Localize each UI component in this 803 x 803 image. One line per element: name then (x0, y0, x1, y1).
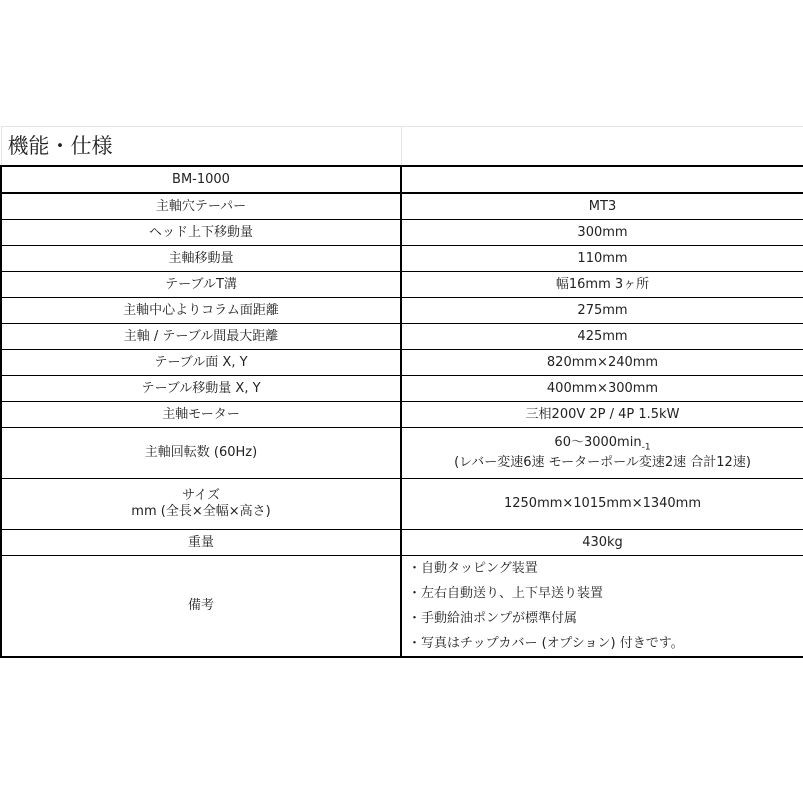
remarks-list (402, 556, 803, 656)
spec-label: テーブル移動量 X, Y (1, 376, 401, 402)
spec-row (1, 246, 803, 272)
spec-row-speed (1, 428, 803, 479)
spec-label: 主軸移動量 (1, 246, 401, 272)
spec-title: 機能・仕様 (1, 127, 401, 167)
remarks-item: ・左右自動送り、上下早送り装置 (408, 586, 604, 601)
spec-row (1, 350, 803, 376)
spec-table (0, 126, 803, 658)
spec-row (1, 272, 803, 298)
spec-label: 主軸中心よりコラム面距離 (1, 298, 401, 324)
size-label-line2: mm (全長×全幅×高さ) (131, 504, 271, 519)
spec-label: 備考 (1, 556, 401, 658)
spec-title-blank (401, 127, 803, 167)
spec-label: 主軸モーター (1, 402, 401, 428)
spec-value: 110mm (401, 246, 803, 272)
spec-label: 重量 (1, 530, 401, 556)
spec-label: 主軸穴テーパー (1, 193, 401, 220)
spec-label: 主軸回転数 (60Hz) (1, 428, 401, 479)
spec-value: 300mm (401, 220, 803, 246)
spec-row-size (1, 479, 803, 530)
spec-row-weight (1, 530, 803, 556)
spec-value: 400mm×300mm (401, 376, 803, 402)
spec-label (1, 479, 401, 530)
spec-row (1, 220, 803, 246)
spec-label: テーブルT溝 (1, 272, 401, 298)
spec-label: ヘッド上下移動量 (1, 220, 401, 246)
spec-value: 820mm×240mm (401, 350, 803, 376)
spec-label: テーブル面 X, Y (1, 350, 401, 376)
spec-title-row (1, 127, 803, 167)
spec-value: 三相200V 2P / 4P 1.5kW (401, 402, 803, 428)
spec-row (1, 298, 803, 324)
spec-value: 幅16mm 3ヶ所 (401, 272, 803, 298)
remarks-item: ・自動タッピング装置 (408, 561, 538, 576)
spec-value (401, 556, 803, 658)
speed-unit-exponent: -1 (641, 442, 651, 453)
spec-row (1, 193, 803, 220)
spec-value: 425mm (401, 324, 803, 350)
speed-range-main: 60〜3000min (554, 434, 642, 450)
spec-row (1, 324, 803, 350)
speed-note: (レバー変速6速 モーターポール変速2速 合計12速) (454, 455, 751, 471)
remarks-item: ・写真はチップカバー (オプション) 付きです。 (408, 636, 684, 651)
spec-value: 430kg (401, 530, 803, 556)
spec-label: 主軸 / テーブル間最大距離 (1, 324, 401, 350)
spec-row (1, 376, 803, 402)
spec-row-remarks (1, 556, 803, 658)
spec-row (1, 166, 803, 193)
speed-range (402, 435, 803, 456)
spec-value: 275mm (401, 298, 803, 324)
spec-value: MT3 (401, 193, 803, 220)
size-label-line1: サイズ (182, 488, 220, 503)
spec-value: 1250mm×1015mm×1340mm (401, 479, 803, 530)
spec-row (1, 402, 803, 428)
spec-value (401, 166, 803, 193)
remarks-item: ・手動給油ポンプが標準付属 (408, 611, 578, 626)
spec-value (401, 428, 803, 479)
spec-label: BM-1000 (1, 166, 401, 193)
